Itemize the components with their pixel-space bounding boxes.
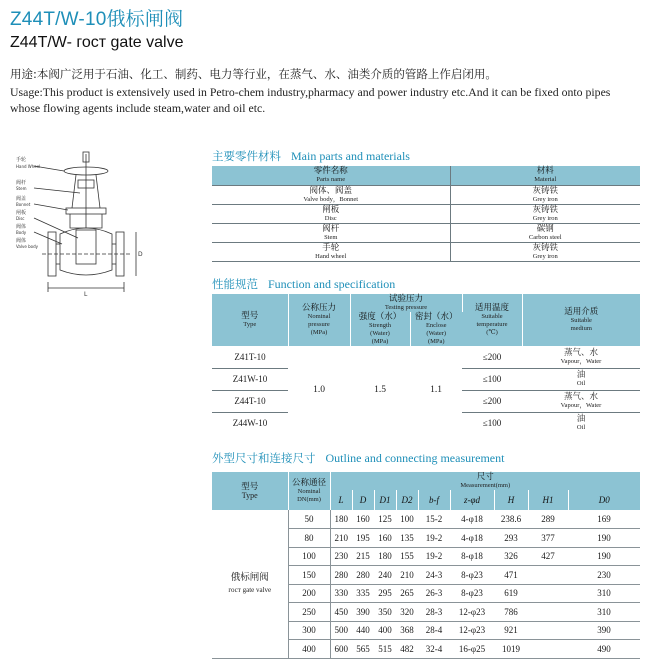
dims-cell-h1: 377 xyxy=(528,529,568,548)
usage-text-cn: 用途:本阀广泛用于石油、化工、制药、电力等行业，在蒸气、水、油类介质的管路上作启闭用。 xyxy=(10,67,497,81)
spec-medium: 油 Oil xyxy=(522,368,640,390)
dims-col-d1: D1 xyxy=(374,490,396,510)
dims-cell-h: 326 xyxy=(494,547,528,566)
spec-header-pn: 公称压力 Nominal pressure (MPa) xyxy=(288,294,350,346)
dims-cell-d2: 368 xyxy=(396,621,418,640)
dims-cell-d2: 320 xyxy=(396,603,418,622)
dims-section-title xyxy=(212,450,504,466)
dims-cell-bf: 19-2 xyxy=(418,529,450,548)
dims-section-title-en: Outline and connecting measurement xyxy=(325,451,505,465)
dims-cell-d2: 100 xyxy=(396,510,418,529)
part-name: 阀体、阀盖 Valve body，Bonnet xyxy=(212,185,450,204)
spec-pn-value: 1.0 xyxy=(313,385,325,395)
spec-table xyxy=(212,294,640,434)
spec-header-temp: 适用温度 Suitable temperature (℃) xyxy=(462,294,522,346)
drawing-label-body-en: Body xyxy=(16,230,27,235)
parts-section-title-cn: 主要零件材料 xyxy=(212,149,281,163)
dims-cell-bf: 19-2 xyxy=(418,547,450,566)
dims-cell-zd: 12-φ23 xyxy=(450,621,494,640)
part-name: 阀杆 Stem xyxy=(212,223,450,242)
dims-cell-l: 330 xyxy=(330,584,352,603)
dims-cell-d0: 310 xyxy=(568,584,640,603)
dims-cell-h1: 427 xyxy=(528,547,568,566)
part-name: 手轮 Hand wheel xyxy=(212,242,450,261)
spec-medium: 蒸气、水 Vapour，Water xyxy=(522,390,640,412)
parts-header-name: 零件名称 Parts name xyxy=(212,166,450,185)
drawing-label-valve-body-cn: 阀体 xyxy=(16,238,27,244)
dims-cell-zd: 12-φ23 xyxy=(450,603,494,622)
dims-dn: 80 xyxy=(288,529,330,548)
usage-text-en: Usage:This product is extensively used in Petro-chem industry,pharmacy and power industry etc.And it can be fixed onto pipes whose flowing agents include steam,water and oil etc. xyxy=(10,85,611,115)
spec-type: Z41W-10 xyxy=(212,368,288,390)
spec-strength-value: 1.5 xyxy=(374,385,386,395)
dims-header-type: 型号 Type xyxy=(212,472,288,510)
dims-model-en: гост gate valve xyxy=(228,586,272,595)
dims-cell-h1: 289 xyxy=(528,510,568,529)
dims-cell-l: 500 xyxy=(330,621,352,640)
dims-section-title-cn: 外型尺寸和连接尺寸 xyxy=(212,451,316,465)
table-row xyxy=(212,185,640,204)
dims-dn: 150 xyxy=(288,566,330,585)
spec-medium: 蒸气、水 Vapour，Water xyxy=(522,346,640,368)
dims-col-d2: D2 xyxy=(396,490,418,510)
spec-section-title-cn: 性能规范 xyxy=(212,277,258,291)
dims-cell-d1: 350 xyxy=(374,603,396,622)
drawing-dim-l: L xyxy=(84,291,88,298)
dims-dn: 400 xyxy=(288,640,330,659)
drawing-label-bonnet-cn: 阀盖 xyxy=(16,196,27,202)
spec-type: Z44T-10 xyxy=(212,390,288,412)
part-material: 灰铸铁 Grey iron xyxy=(450,242,640,261)
dims-cell-d: 215 xyxy=(352,547,374,566)
dims-cell-d1: 160 xyxy=(374,529,396,548)
dims-cell-h1 xyxy=(528,640,568,659)
dims-cell-d0: 190 xyxy=(568,547,640,566)
dims-cell-zd: 8-φ18 xyxy=(450,547,494,566)
parts-header-row xyxy=(212,166,640,185)
dims-cell-zd: 4-φ18 xyxy=(450,510,494,529)
dims-cell-zd: 8-φ23 xyxy=(450,584,494,603)
dims-col-h: H xyxy=(494,490,528,510)
dims-dn: 200 xyxy=(288,584,330,603)
parts-header-material: 材料 Material xyxy=(450,166,640,185)
spec-section-title-en: Function and specification xyxy=(268,277,396,291)
drawing-label-stem-cn: 阀杆 xyxy=(16,180,27,186)
dims-cell-h1 xyxy=(528,621,568,640)
dims-cell-d2: 265 xyxy=(396,584,418,603)
drawing-label-hand-wheel-en: Hand Wheel xyxy=(16,164,41,169)
dims-cell-l: 210 xyxy=(330,529,352,548)
dims-header-dn: 公称通径 Nominal DN(mm) xyxy=(288,472,330,510)
dims-cell-h: 238.6 xyxy=(494,510,528,529)
dims-cell-d1: 240 xyxy=(374,566,396,585)
valve-drawing xyxy=(14,148,144,298)
table-row xyxy=(212,242,640,261)
dims-cell-h: 619 xyxy=(494,584,528,603)
drawing-label-body-cn: 阀体 xyxy=(16,224,27,230)
drawing-dim-d: D xyxy=(138,251,143,258)
dims-cell-bf: 28-4 xyxy=(418,621,450,640)
page-title: Z44T/W-10俄标闸阀 xyxy=(10,9,184,30)
dims-cell-d: 195 xyxy=(352,529,374,548)
dims-col-h1: H1 xyxy=(528,490,568,510)
dims-cell-bf: 26-3 xyxy=(418,584,450,603)
dims-cell-l: 180 xyxy=(330,510,352,529)
dims-dn: 50 xyxy=(288,510,330,529)
table-row xyxy=(212,510,640,529)
drawing-label-stem-en: Stem xyxy=(16,186,27,191)
dims-cell-h1 xyxy=(528,603,568,622)
dims-cell-d2: 482 xyxy=(396,640,418,659)
spec-header-test: 试验压力 Testing pressure xyxy=(350,294,462,312)
dims-col-d0: D0 xyxy=(598,495,610,505)
dims-cell-bf: 28-3 xyxy=(418,603,450,622)
dims-cell-bf: 24-3 xyxy=(418,566,450,585)
drawing-label-bonnet-en: Bonnet xyxy=(16,202,31,207)
dims-cell-l: 600 xyxy=(330,640,352,659)
dims-model-cell xyxy=(212,510,288,658)
dims-header-row-1 xyxy=(212,472,640,490)
dims-cell-d0: 169 xyxy=(568,510,640,529)
dims-header-measurement: 尺寸 Measurement(mm) xyxy=(460,472,511,489)
dims-model-cn: 俄标闸阀 xyxy=(230,572,269,584)
dims-cell-zd: 16-φ25 xyxy=(450,640,494,659)
dims-cell-h1 xyxy=(528,584,568,603)
parts-section-title xyxy=(212,148,410,164)
drawing-label-hand-wheel-cn: 手轮 xyxy=(16,157,27,163)
dims-cell-d1: 180 xyxy=(374,547,396,566)
dims-cell-d0: 190 xyxy=(568,529,640,548)
dims-cell-d: 160 xyxy=(352,510,374,529)
dims-col-bf: b-f xyxy=(418,490,450,510)
dims-cell-h: 921 xyxy=(494,621,528,640)
dims-cell-d2: 210 xyxy=(396,566,418,585)
drawing-label-disc-cn: 闸板 xyxy=(16,210,27,216)
part-name: 闸板 Disc xyxy=(212,204,450,223)
table-row xyxy=(212,223,640,242)
spec-header-medium: 适用介质 Suitable medium xyxy=(564,307,599,332)
dims-cell-zd: 8-φ23 xyxy=(450,566,494,585)
dims-cell-d2: 155 xyxy=(396,547,418,566)
spec-type: Z41T-10 xyxy=(212,346,288,368)
spec-section-title xyxy=(212,276,395,292)
part-material: 碳钢 Carbon steel xyxy=(450,223,640,242)
dims-cell-d2: 135 xyxy=(396,529,418,548)
drawing-label-valve-body-en: Valve body xyxy=(16,244,38,249)
dims-cell-bf: 32-4 xyxy=(418,640,450,659)
dims-cell-d1: 515 xyxy=(374,640,396,659)
spec-temp: ≤200 xyxy=(462,390,522,412)
dims-cell-d: 390 xyxy=(352,603,374,622)
dims-cell-d: 565 xyxy=(352,640,374,659)
table-row xyxy=(212,346,640,368)
dims-cell-h: 293 xyxy=(494,529,528,548)
dims-cell-d1: 125 xyxy=(374,510,396,529)
dims-cell-zd: 4-φ18 xyxy=(450,529,494,548)
dims-cell-d0: 310 xyxy=(568,603,640,622)
spec-temp: ≤100 xyxy=(462,368,522,390)
spec-type: Z44W-10 xyxy=(232,418,268,429)
spec-header-strength: 强度（水） Strength (Water) (MPa) xyxy=(350,312,410,346)
parts-table xyxy=(212,166,640,262)
dims-cell-l: 230 xyxy=(330,547,352,566)
dims-cell-d1: 295 xyxy=(374,584,396,603)
dims-cell-l: 450 xyxy=(330,603,352,622)
spec-header-type: 型号 Type xyxy=(212,294,288,346)
dims-cell-d0: 490 xyxy=(568,640,640,659)
dims-dn: 300 xyxy=(288,621,330,640)
dims-cell-h: 786 xyxy=(494,603,528,622)
spec-medium: 油 Oil xyxy=(576,414,586,432)
dims-cell-d0: 230 xyxy=(568,566,640,585)
dims-cell-d: 440 xyxy=(352,621,374,640)
dims-cell-bf: 15-2 xyxy=(418,510,450,529)
page-subtitle: Z44T/W- гост gate valve xyxy=(10,34,184,51)
dims-cell-d0: 390 xyxy=(568,621,640,640)
dims-col-l: L xyxy=(330,490,352,510)
dims-dn: 250 xyxy=(288,603,330,622)
dims-cell-d: 280 xyxy=(352,566,374,585)
dims-col-d: D xyxy=(352,490,374,510)
dims-cell-d: 335 xyxy=(352,584,374,603)
parts-section-title-en: Main parts and materials xyxy=(291,149,410,163)
part-material: 灰铸铁 Grey iron xyxy=(450,185,640,204)
dims-cell-h: 471 xyxy=(494,566,528,585)
spec-header-seal: 密封（水） Enclose (Water) (MPa) xyxy=(414,312,458,345)
spec-temp: ≤100 xyxy=(482,418,502,429)
table-row xyxy=(212,204,640,223)
dims-cell-h: 1019 xyxy=(494,640,528,659)
dims-dn: 100 xyxy=(288,547,330,566)
dims-table xyxy=(212,472,640,659)
dims-cell-l: 280 xyxy=(330,566,352,585)
dims-col-zd: z-φd xyxy=(450,490,494,510)
dims-cell-h1 xyxy=(528,566,568,585)
drawing-label-disc-en: Disc xyxy=(16,216,25,221)
dims-cell-d1: 400 xyxy=(374,621,396,640)
part-material: 灰铸铁 Grey iron xyxy=(450,204,640,223)
spec-temp: ≤200 xyxy=(462,346,522,368)
spec-seal-value: 1.1 xyxy=(430,385,442,395)
spec-header-row-1 xyxy=(212,294,640,312)
